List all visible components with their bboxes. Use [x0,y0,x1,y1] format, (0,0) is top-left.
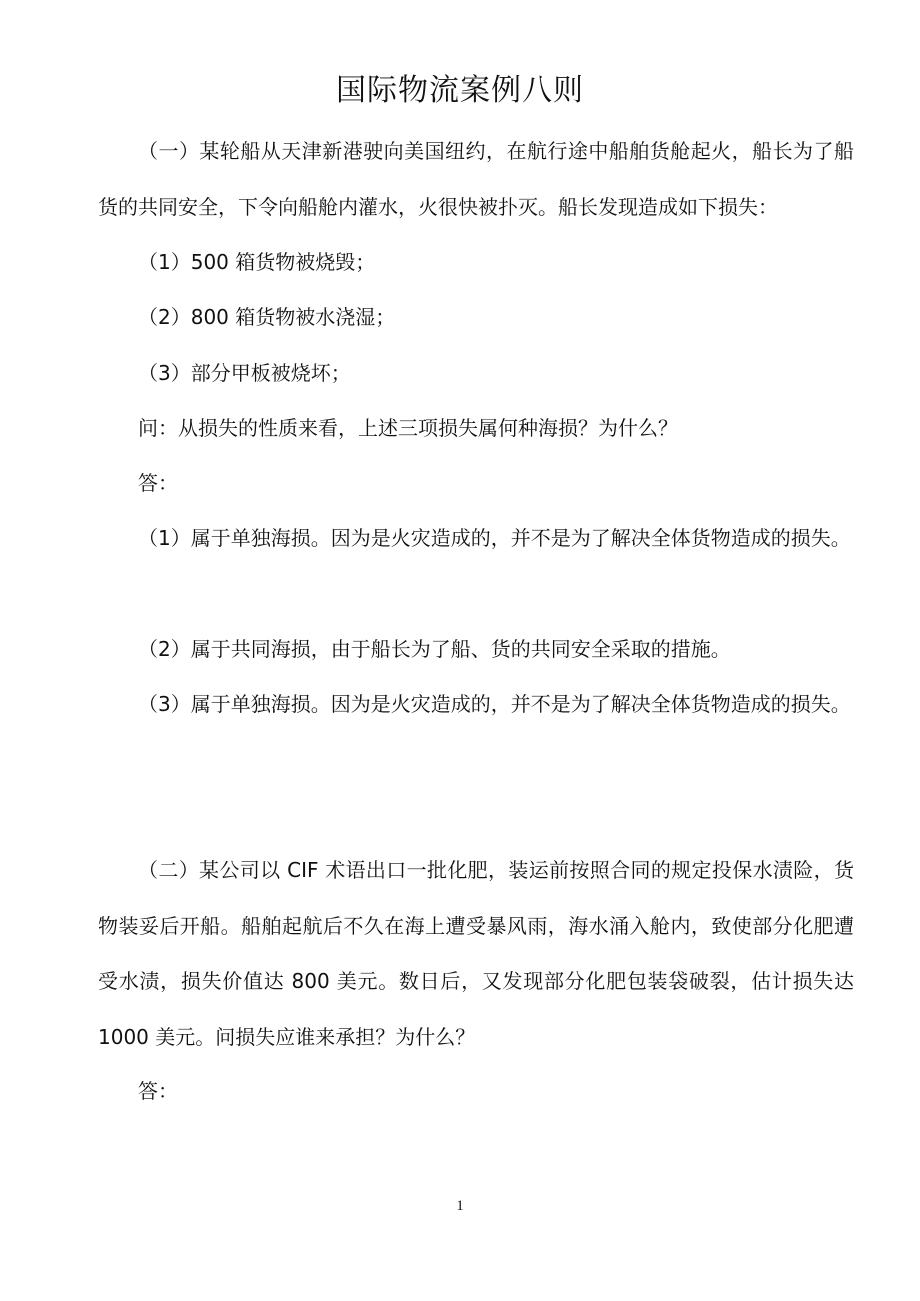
case1-answer-3: （3）属于单独海损。因为是火灾造成的，并不是为了解决全体货物造成的损失。 [138,692,851,716]
case1-answer-2: （2）属于共同海损，由于船长为了船、货的共同安全采取的措施。 [138,637,731,661]
case1-intro: （一）某轮船从天津新港驶向美国纽约，在航行途中船舶货舱起火，船长为了船货的共同安全，下令向船舱内灌水，火很快被扑灭。船长发现造成如下损失： [98,139,854,219]
case1-loss-3: （3）部分甲板被烧坏； [138,361,351,385]
case1-answer-1: （1）属于单独海损。因为是火灾造成的，并不是为了解决全体货物造成的损失。 [138,526,851,550]
case1-answer-label: 答： [138,471,178,495]
case2-intro: （二）某公司以 CIF 术语出口一批化肥，装运前按照合同的规定投保水渍险，货物装妥后开船。船舶起航后不久在海上遭受暴风雨，海水涌入舱内，致使部分化肥遭受水渍，损失价值达 800 美元。数日后，又发现部分化肥包装袋破裂，估计损失达 1000 美元。问损失应谁来承担？为什么？ [98,858,854,1049]
case1-loss-2: （2）800 箱货物被水浇湿； [138,305,396,329]
document-title: 国际物流案例八则 [336,73,584,108]
case1-loss-1: （1）500 箱货物被烧毁； [138,250,376,274]
case1-question: 问：从损失的性质来看，上述三项损失属何种海损？为什么？ [138,416,678,440]
case2-answer-label: 答： [138,1079,178,1103]
page-number: 1 [456,1198,464,1214]
